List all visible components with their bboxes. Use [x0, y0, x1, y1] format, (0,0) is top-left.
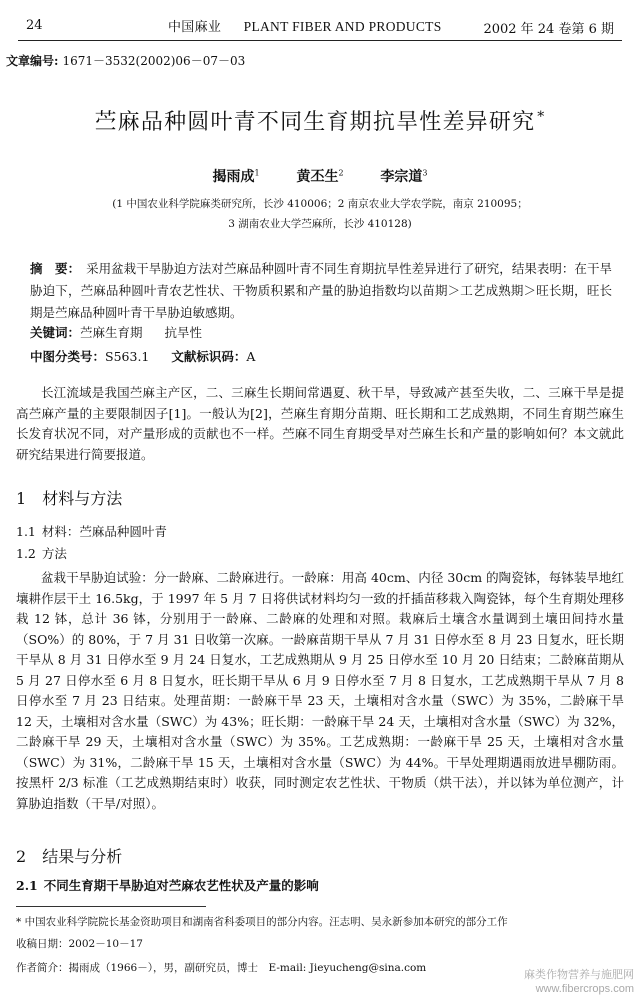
article-number-value: 1671－3532(2002)06－07－03 [62, 54, 246, 68]
affiliation-line-1: (1 中国农业科学院麻类研究所，长沙 410006；2 南京农业大学农学院，南京 210095； [112, 198, 528, 210]
subsection-title: 不同生育期干旱胁迫对苎麻农艺性状及产量的影响 [43, 878, 319, 893]
author-list [0, 166, 640, 186]
footnote-author: 作者简介：揭雨成（1966－），男，副研究员，博士 E-mail: Jieyucheng@sina.com [16, 962, 427, 974]
watermark-url: www.fibercrops.com [535, 983, 634, 995]
clc-value: S563.1 [105, 349, 150, 364]
journal-name-cn: 中国麻业 [168, 20, 222, 35]
keywords-label: 关键词： [30, 325, 81, 340]
section-title: 结果与分析 [42, 847, 123, 866]
doc-code-value: A [246, 349, 256, 364]
author-affil-mark: 2 [338, 168, 344, 178]
section-number: 1 [16, 489, 27, 508]
subsection-heading-1-2 [16, 544, 67, 562]
abstract [30, 258, 612, 324]
section-heading-1 [16, 486, 122, 509]
affiliation-line-2: 3 湖南农业大学苎麻所，长沙 410128) [228, 218, 412, 230]
author-name: 黄丕生 [296, 169, 339, 185]
footnote-received: 收稿日期：2002－10－17 [16, 938, 143, 950]
author-affil-mark: 1 [254, 168, 260, 178]
section-title: 材料与方法 [42, 489, 123, 508]
watermark-cn: 麻类作物营养与施肥网 [524, 969, 634, 981]
watermark [524, 968, 634, 996]
subsection-number: 1.2 [16, 546, 36, 561]
article-number [6, 52, 245, 69]
keyword: 抗旱性 [164, 325, 203, 340]
keyword: 苎麻生育期 [80, 325, 143, 340]
journal-name-en: PLANT FIBER AND PRODUCTS [243, 19, 442, 34]
abstract-text: 采用盆栽干旱胁迫方法对苎麻品种圆叶青不同生育期抗旱性差异进行了研究，结果表明：在干旱胁迫下，苎麻品种圆叶青农艺性状、干物质积累和产量的胁迫指数均以苗期＞工艺成熟期＞旺长期，旺长期是苎麻品种圆叶青干旱胁迫敏感期。 [30, 261, 612, 320]
subsection-number: 2.1 [16, 878, 38, 893]
page-number: 24 [26, 18, 43, 33]
author [296, 169, 343, 185]
subsection-heading-2-1 [16, 876, 319, 894]
paper-title-text: 苎麻品种圆叶青不同生育期抗旱性差异研究 [94, 110, 536, 135]
author [380, 169, 427, 185]
title-footnote-mark: * [537, 108, 546, 125]
author-name: 揭雨成 [212, 169, 255, 185]
introduction-paragraph: 长江流域是我国苎麻主产区，二、三麻生长期间常遇夏、秋干旱，导致减产甚至失收，二、三麻干旱是提高苎麻产量的主要限制因子[1]。一般认为[2]，苎麻生育期分苗期、旺长期和工艺成熟期，不同生育期苎麻生长发育状况不同，对产量形成的贡献也不一样。苎麻不同生育期受旱对苎麻生长和产量的影响如何？本文就此研究结果进行简要报道。 [16, 385, 624, 462]
abstract-label: 摘 要： [30, 261, 81, 276]
methods-paragraph: 盆栽干旱胁迫试验：分一龄麻、二龄麻进行。一龄麻：用高 40cm、内径 30cm 的陶瓷钵，每钵装旱地红壤耕作层干土 16.5kg，于 1997 年 5 月 7 日将供试材料均匀一致的扦插苗移栽入陶瓷钵，每个生育期处理移栽 12 钵，总计 36 钵，分别用于一龄麻、二龄麻的处理和对照。栽麻后土壤含水量调到土壤田间持水量（SO%）的 80%，于 7 月 31 日收第一次麻。一龄麻苗期干旱从 7 月 31 日停水至 8 月 23 日复水，旺长期干旱从 8 月 31 日停水至 9 月 24 日复水，工艺成熟期从 9 月 25 日停水至 10 月 20 日结束；二龄麻苗期从 5 月 27 日停水至 6 月 8 日复水，旺长期干旱从 6 月 9 日停水至 7 月 8 日复水，工艺成熟期干旱从 7 月 8 日停水至 7 月 23 日结束。处理苗期：一龄麻干旱 23 天，土壤相对含水量（SWC）为 35%，二龄麻干旱 12 天，土壤相对含水量（SWC）为 43%；旺长期：一龄麻干旱 24 天，土壤相对含水量（SWC）为 32%，二龄麻干旱 29 天，土壤相对含水量（SWC）为 35%。工艺成熟期：一龄麻干旱 25 天，土壤相对含水量（SWC）为 31%，二龄麻干旱 15 天，土壤相对含水量（SWC）为 44%。干旱处理期遇雨放进旱棚防雨。按黑杆 2/3 标准（工艺成熟期结束时）收获，同时测定农艺性状、干物质（烘干法），并以钵为单位测产，计算胁迫指数（干旱/对照）。 [16, 570, 624, 811]
subsection-title: 材料：苎麻品种圆叶青 [41, 524, 167, 539]
footnote-rule [16, 906, 206, 907]
author [212, 169, 259, 185]
section-heading-2 [16, 844, 122, 867]
issue-info: 2002 年 24 卷第 6 期 [483, 22, 614, 37]
author-name: 李宗道 [380, 169, 423, 185]
subsection-title: 方法 [41, 546, 67, 561]
footnote-funding: * 中国农业科学院院长基金资助项目和湖南省科委项目的部分内容。汪志明、吴永新参加本研究的部分工作 [16, 916, 508, 928]
paper-title [0, 105, 640, 136]
subsection-number: 1.1 [16, 524, 36, 539]
classification [30, 347, 255, 365]
section-number: 2 [16, 847, 27, 866]
subsection-heading-1-1 [16, 522, 167, 540]
article-number-label: 文章编号: [6, 54, 59, 68]
doc-code-label: 文献标识码： [171, 349, 247, 364]
running-head [18, 10, 622, 38]
header-rule [18, 40, 622, 41]
author-affil-mark: 3 [422, 168, 428, 178]
clc-label: 中图分类号： [30, 349, 106, 364]
journal-name [168, 16, 442, 35]
keywords [30, 323, 202, 341]
